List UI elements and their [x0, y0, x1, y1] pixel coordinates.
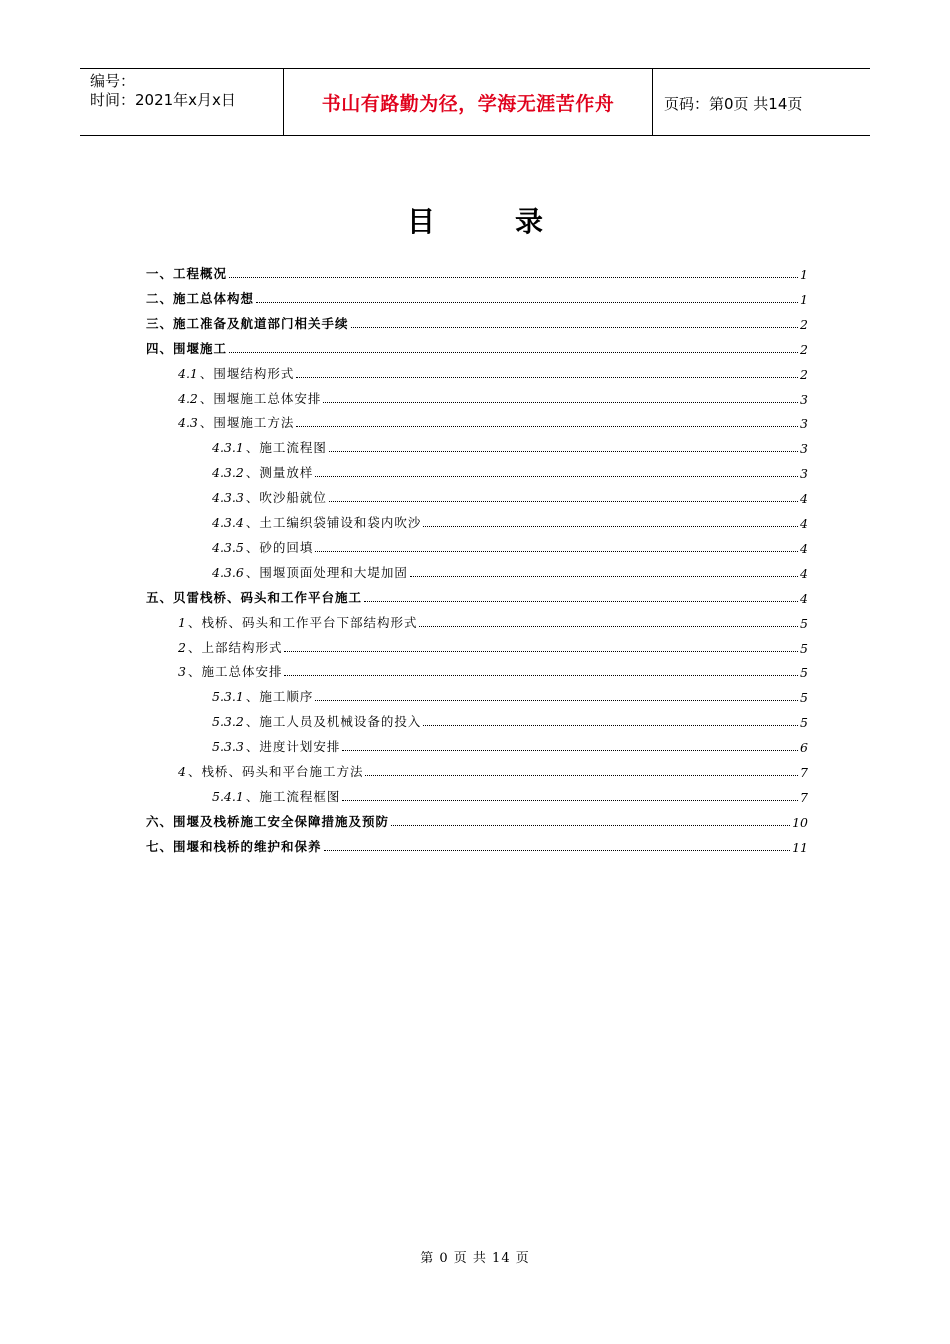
toc-entry-number: 5.3.1 [212, 689, 244, 705]
toc-entry-label [212, 563, 408, 581]
toc-entry-text: 、砂的回填 [245, 539, 314, 555]
toc-leader-dots [329, 501, 798, 502]
toc-leader-dots [284, 651, 798, 652]
toc-entry-label [146, 588, 362, 606]
toc-leader-dots [342, 800, 798, 801]
page-info: 页码：第0页 共14页 [664, 95, 803, 113]
toc-entry-text: 、施工顺序 [245, 689, 314, 705]
toc-entry-label [146, 812, 389, 830]
toc-entry[interactable] [146, 810, 808, 830]
toc-entry-number: 4.3.3 [212, 490, 244, 506]
toc-leader-dots [329, 451, 798, 452]
toc-leader-dots [410, 576, 798, 577]
toc-entry-label [146, 339, 227, 357]
toc-entry-text: 、上部结构形式 [187, 639, 283, 655]
toc-leader-dots [342, 750, 798, 751]
toc-entry[interactable] [212, 511, 808, 531]
toc-entry-page: 10 [792, 814, 808, 830]
toc-entry-number: 4.3 [178, 415, 198, 431]
toc-entry-page: 6 [800, 740, 808, 756]
toc-entry[interactable] [212, 561, 808, 581]
toc-entry-page: 4 [800, 491, 808, 507]
toc-entry-page: 3 [800, 441, 808, 457]
toc-entry-page: 3 [800, 391, 808, 407]
toc-entry[interactable] [146, 312, 808, 332]
toc-entry-text: 、施工流程框图 [245, 788, 341, 804]
toc-entry-label [212, 438, 327, 456]
toc-entry-label [212, 513, 421, 531]
toc-entry[interactable] [146, 337, 808, 357]
toc-leader-dots [419, 626, 798, 627]
toc-entry[interactable] [212, 536, 808, 556]
toc-entry-label [178, 413, 294, 431]
toc-entry-number: 4.2 [178, 390, 198, 406]
toc-entry-number: 4.3.1 [212, 440, 244, 456]
toc-entry-label [178, 613, 417, 631]
toc-leader-dots [365, 775, 798, 776]
toc-entry-page: 1 [800, 267, 808, 282]
toc-entry[interactable] [146, 586, 808, 606]
toc-entry-number: 5.4.1 [212, 788, 244, 804]
toc-entry-number: 5.3.2 [212, 714, 244, 730]
toc-entry[interactable] [212, 461, 808, 481]
toc-entry-label [146, 264, 227, 282]
toc-entry[interactable] [178, 411, 808, 431]
toc-entry-label [212, 538, 313, 556]
toc-entry-text: 、土工编织袋铺设和袋内吹沙 [245, 515, 422, 530]
toc-leader-dots [423, 725, 798, 726]
toc-leader-dots [296, 426, 798, 427]
toc-entry-page: 3 [800, 466, 808, 482]
number-label: 编号： [90, 72, 136, 90]
toc-entry-text: 三、施工准备及航道部门相关手续 [146, 315, 349, 331]
toc-entry-page: 7 [800, 789, 808, 805]
toc-entry-text: 、围堰施工总体安排 [199, 390, 322, 406]
toc-entry-text: 、施工人员及机械设备的投入 [245, 714, 422, 730]
toc-entry-label [212, 737, 340, 755]
toc-entry[interactable] [212, 486, 808, 506]
header-meta [90, 72, 280, 110]
toc-entry-text: 、进度计划安排 [245, 739, 341, 755]
toc-entry-text: 、围堰顶面处理和大堤加固 [245, 564, 408, 580]
toc-leader-dots [364, 601, 798, 602]
toc-entry-label [146, 289, 254, 307]
toc-entry-page: 2 [800, 316, 808, 332]
toc-leader-dots [229, 277, 798, 278]
toc-entry-label [212, 787, 340, 805]
toc-entry-text: 、栈桥、码头和工作平台下部结构形式 [187, 614, 418, 630]
toc-entry[interactable] [178, 636, 808, 656]
toc-entry-number: 4.3.4 [212, 515, 244, 530]
toc-entry-page: 5 [800, 715, 808, 731]
toc-entry-text: 、围堰施工方法 [199, 415, 295, 431]
toc-entry-number: 5.3.3 [212, 739, 244, 755]
toc-entry[interactable] [212, 436, 808, 456]
toc-entry-text: 五、贝雷栈桥、码头和工作平台施工 [146, 589, 363, 605]
header-table [80, 68, 870, 136]
toc-entry-page: 5 [800, 615, 808, 631]
toc-entry-label [146, 837, 322, 855]
toc-entry[interactable] [212, 685, 808, 705]
toc-leader-dots [256, 302, 798, 303]
time-label: 时间：2021年x月x日 [90, 91, 236, 109]
motto-text: 书山有路勤为径，学海无涯苦作舟 [321, 92, 615, 115]
toc-entry-page: 5 [800, 640, 808, 656]
toc-entry-text: 、围堰结构形式 [199, 365, 295, 381]
toc-entry-page: 4 [800, 590, 808, 606]
toc-entry[interactable] [212, 710, 808, 730]
toc-entry[interactable] [178, 362, 808, 382]
toc-entry-label [178, 364, 294, 382]
toc-leader-dots [323, 402, 798, 403]
toc-entry-number: 4.1 [178, 365, 198, 381]
toc-leader-dots [315, 551, 798, 552]
toc-entry-page: 2 [800, 341, 808, 357]
toc-entry-text: 、施工总体安排 [187, 664, 283, 680]
toc-entry-label [212, 687, 313, 705]
page-title [0, 200, 950, 240]
toc-entry-text: 、吹沙船就位 [245, 490, 327, 506]
toc-leader-dots [229, 352, 798, 353]
toc-entry-number: 4.3.5 [212, 539, 244, 555]
toc-leader-dots [315, 700, 798, 701]
toc-entry[interactable] [212, 735, 808, 755]
toc-entry-label [178, 762, 363, 780]
toc-leader-dots [324, 850, 791, 851]
toc-entry[interactable] [146, 287, 808, 307]
toc-entry-page: 4 [800, 516, 808, 531]
toc-entry-label [212, 712, 421, 730]
toc-entry-text: 、施工流程图 [245, 440, 327, 456]
toc-entry[interactable] [146, 835, 808, 855]
toc-entry-text: 七、围堰和栈桥的维护和保养 [146, 838, 322, 854]
toc-entry-label [212, 463, 313, 481]
toc-entry[interactable] [178, 387, 808, 407]
toc-entry[interactable] [178, 660, 808, 680]
toc-entry-label [212, 488, 327, 506]
toc-entry-label [178, 638, 282, 656]
title-right-char: 录 [515, 205, 544, 238]
toc-entry-text: 、测量放样 [245, 465, 314, 481]
header-motto-cell [283, 69, 653, 135]
page-footer: 第 0 页 共 14 页 [420, 1251, 530, 1266]
toc-leader-dots [391, 825, 790, 826]
toc-entry-number: 4 [178, 764, 186, 779]
toc-entry-page: 7 [800, 765, 808, 780]
toc-entry-page: 2 [800, 366, 808, 382]
toc-entry-page: 4 [800, 565, 808, 581]
toc-entry-number: 4.3.2 [212, 465, 244, 481]
toc-entry-text: 一、工程概况 [146, 266, 228, 281]
toc-entry-page: 11 [792, 839, 808, 855]
toc-entry-page: 5 [800, 665, 808, 681]
toc-entry[interactable] [178, 611, 808, 631]
toc-leader-dots [315, 476, 798, 477]
toc-entry-label [146, 314, 349, 332]
toc-entry-page: 4 [800, 540, 808, 556]
toc-entry-number: 2 [178, 639, 186, 655]
toc-entry-label [178, 662, 282, 680]
toc-leader-dots [423, 526, 798, 527]
toc-leader-dots [296, 377, 798, 378]
toc-entry-page: 1 [800, 291, 808, 307]
toc-entry-page: 3 [800, 416, 808, 432]
toc-entry-text: 六、围堰及栈桥施工安全保障措施及预防 [146, 813, 390, 829]
toc-entry-text: 二、施工总体构想 [146, 290, 255, 306]
toc-entry-page: 5 [800, 690, 808, 706]
toc-entry[interactable] [212, 785, 808, 805]
toc-entry-number: 3 [178, 664, 186, 680]
toc-entry-label [178, 389, 321, 407]
toc-entry-text: 四、围堰施工 [146, 340, 228, 356]
title-left-char: 目 [406, 205, 435, 238]
toc-entry[interactable] [146, 262, 808, 282]
toc-leader-dots [284, 675, 798, 676]
toc-entry-number: 1 [178, 614, 186, 630]
toc-entry-text: 、栈桥、码头和平台施工方法 [187, 764, 364, 779]
toc-leader-dots [351, 327, 799, 328]
toc-entry[interactable] [178, 760, 808, 780]
toc-entry-number: 4.3.6 [212, 564, 244, 580]
